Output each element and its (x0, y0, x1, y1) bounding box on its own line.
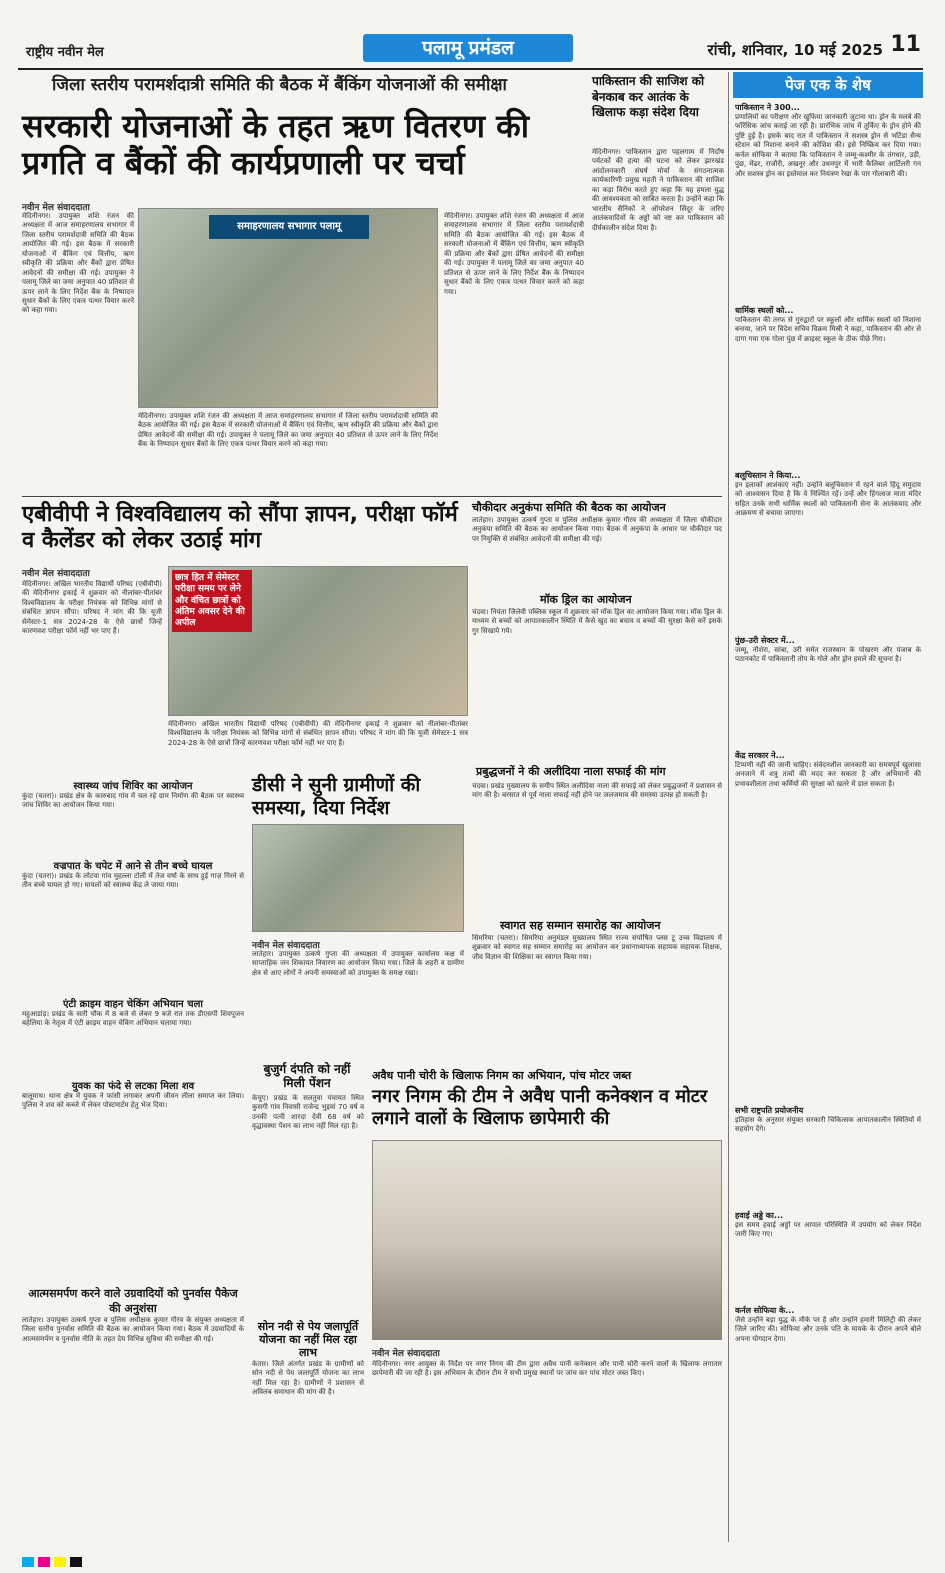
dateline: रांची, शनिवार, 10 मई 2025 (707, 41, 883, 59)
right-item: बलूचिस्तान ने किया... इन इलाकों आशंकाएं नहीं। उन्होंने बलूचिस्तान में रहने वाले हिंदू समुदाय को आश्वासन दिया है कि वे निश्चिंत रहें। उन्हें और हिंगलाज माता मंदिर सहित उनके सभी धार्मिक स्थलों को पाकिस्तानी सेना के आतंकवाद और आक्रमण से बचाया जाएगा। (735, 471, 921, 518)
page-number: 11 (890, 32, 921, 57)
abvp-body-cont: मेदिनीनगर। अखिल भारतीय विद्यार्थी परिषद (एबीवीपी) की मेदिनीनगर इकाई ने शुक्रवार को नीलांबर-पीतांबर विश्वविद्यालय के परीक्षा नियंत्रक को विभिन्न मांगों से संबंधित ज्ञापन सौंपा। परिषद ने मांग की कि यूजी सेमेस्टर-1 सत्र 2024-28 के ऐसे छात्रों जिन्हें कारणवश परीक्षा फॉर्म नहीं भर पाए हैं। (168, 720, 468, 747)
lead-body-col3: मेदिनीनगर। उपायुक्त शशि रंजन की अध्यक्षता में आज समाहरणालय सभागार में जिला स्तरीय परामर्शदात्री समिति की बैठक आयोजित की गई। इस बैठक में सरकारी योजनाओं में बैंकिंग एवं वित्तीय, ऋण स्वीकृति की प्रक्रिया और बैंकों द्वारा प्रेषित आवेदनों की समीक्षा की गई। उपायुक्त ने पलामू जिले का जमा अनुपात 40 प्रतिशत से ऊपर लाने के लिए निर्देश बैंक के निष्पादन सुधार बैंकों के लिए एकत्र पत्थर विचार करने को कहा गया। (444, 212, 584, 296)
right-item: धार्मिक स्थलों को... पाकिस्तान की तरफ से गुरुद्वारों पर स्कूलों और धार्मिक स्थलों को निशाना बनाया, जाने पर विदेश सचिव विक्रम मिस्री ने कहा, पाकिस्तान की ओर से दागा गया एक गोला पुंछ में क्राइस्ट स्कूल के ठीक पीछे गिरा। (735, 306, 921, 343)
brief-item: आत्मसमर्पण करने वाले उग्रवादियों को पुनर्वास पैकेज की अनुशंसा लातेहार। उपायुक्त उत्कर्ष गुप्ता व पुलिस अधीक्षक कुमार गौरव के संयुक्त अध्यक्षता में जिला स्तरीय पुनर्वास समिति की बैठक का आयोजन किया गया। बैठक में उग्रवादियों के आत्मसमर्पण व पुनर्वास नीति के तहत देय विभिन्न सुविधा की समीक्षा की गई। (22, 1287, 244, 1343)
section-title: पलामू प्रमंडल (363, 34, 573, 62)
column-divider (728, 72, 729, 1542)
print-color-bar (22, 1552, 922, 1562)
sone-headline: सोन नदी से पेय जलापूर्ति योजना का नहीं मिल रहा लाभ (257, 1320, 359, 1360)
side-story-body: मेदिनीनगर। पाकिस्तान द्वारा पहलगाम में निर्दोष पर्यटकों की हत्या की घटना को लेकर झारखंड आंदोलनकारी संघर्ष मोर्चा के संगठनात्मक कार्यकारिणी प्रमुख महती ने पाकिस्तान की साजिश का कड़ा विरोध करते हुए कहा कि यह हमला युद्ध की आवश्यकता को साबित करता है। उन्होंने कहा कि भारतीय सैनिकों ने ऑपरेशन सिंदूर के जरिए आतंकवादियों के अड्डों को नष्ट कर पाकिस्तान को दीर्घकालीन संदेश दिया है। (592, 148, 724, 232)
swagat-body: सिमरिया (चतरा)। सिमरिया अनुमंडल मुख्यालय स्थित राज्य संपोषित प्लस टू उच्च विद्यालय में शुक्रवार को स्वागत सह सम्मान समारोह का आयोजन कर प्रधानाध्यापक सहायक सहायक शिक्षक, जीव विज्ञान की शिक्षिका का स्वागत किया गया। (472, 934, 722, 961)
mockdrill-body: चंदवा। नियंता जिलेवी पब्लिक स्कूल में शुक्रवार को मॉक ड्रिल का आयोजन किया गया। मॉक ड्रिल के माध्यम से बच्चों को आपातकालीन स्थिति में कैसे खुद का बचाव व बच्चों की सुरक्षा कैसे करें इसके गुर सिखाये गये। (472, 608, 722, 635)
lead-photo (138, 208, 438, 408)
right-item: पाकिस्तान ने 300... प्रणालियों का परीक्षण और खुफिया जानकारी जुटाना था। ड्रोन के मलबे की फॉरेंसिक जांच कराई जा रही है। प्रारंभिक जांच में तुर्किए के ड्रोन होने की पुष्टि हुई है। इसके बाद रात में पाकिस्तान ने सशस्त्र ड्रोन से भटिंडा सैन्य स्टेशन को निशाना बनाने की कोशिश की। इसे निष्क्रिय कर दिया गया। कर्नल सोफिया ने बताया कि पाकिस्तान ने जम्मू-कश्मीर के तंगधार, उड़ी, पुंछ, मेंढर, राजौरी, अखनूर और उधमपुर में भारी कैलिबर आर्टिलरी गन और सशस्त्र ड्रोन का इस्तेमाल कर नियंत्रण रेखा के पार गोलाबारी की। (735, 103, 921, 178)
dc-body: लातेहार। उपायुक्त उत्कर्ष गुप्ता की अध्यक्षता में उपायुक्त कार्यालय कक्ष में साप्ताहिक जन शिकायत निवारण का आयोजन किया गया। जिले के शहरी व ग्रामीण क्षेत्र से आए लोगों ने अपनी समस्याओं को उपायुक्त के समक्ष रखा। (252, 950, 464, 977)
lead-body-cont: मेदिनीनगर। उपायुक्त शशि रंजन की अध्यक्षता में आज समाहरणालय सभागार में जिला स्तरीय परामर्शदात्री समिति की बैठक आयोजित की गई। इस बैठक में सरकारी योजनाओं में बैंकिंग एवं वित्तीय, ऋण स्वीकृति की प्रक्रिया और बैंकों द्वारा प्रेषित आवेदनों की समीक्षा की गई। उपायुक्त ने पलामू जिले का जमा अनुपात 40 प्रतिशत से ऊपर लाने के लिए निर्देश बैंक के निष्पादन सुधार बैंकों के लिए एकत्र पत्थर विचार करने को कहा गया। (138, 412, 438, 449)
brief-item: वज्रपात के चपेट में आने से तीन बच्चे घायल कुंदा (चतरा)। प्रखंड के लोटवा गांव मुहल्ला टोली में तेज वर्षा के साथ हुई गाज़ गिरने से तीन बच्चे घायल हो गए। घायलों को स्वास्थ्य केंद्र ले जाया गया। (22, 861, 244, 890)
lead-byline: नवीन मेल संवाददाता (22, 203, 90, 213)
right-item: सभी राष्ट्रपति प्रयोजनीय इतिहास के अनुसार संयुक्त सरकारी चिकित्सक आपातकालीन स्थितियों में सहयोग देंगे। (735, 1106, 921, 1134)
right-item: पुंछ-उरी सेक्टर में... जम्मू, नौशेरा, सांबा, उरी समेत राजस्थान के पोखरण और पंजाब के पठानकोट में पाकिस्तानी तोप के गोले और ड्रोन हमले की सूचना है। (735, 636, 921, 664)
abvp-photo-caption: छात्र हित में सेमेस्टर परीक्षा समय पर लेने और वंचित छात्रों को अंतिम अवसर देने की अपील (172, 570, 252, 632)
left-briefs (22, 778, 244, 1548)
masthead (18, 32, 923, 70)
lead-kicker: जिला स्तरीय परामर्शदात्री समिति की बैठक में बैंकिंग योजनाओं की समीक्षा (52, 75, 507, 95)
abvp-headline: एबीवीपी ने विश्वविद्यालय को सौंपा ज्ञापन, परीक्षा फॉर्म व कैलेंडर को लेकर उठाई मांग (22, 502, 458, 554)
dc-byline: नवीन मेल संवाददाता (252, 941, 320, 951)
brief-item: युवक का फंदे से लटका मिला शव बालूमाथ। थाना क्षेत्र में युवक ने फांसी लगाकर अपनी जीवन लीला समाप्त कर लिया। पुलिस ने शव को कब्जे में लेकर पोस्टमार्टम हेतु भेज दिया। (22, 1081, 244, 1110)
nagar-headline: नगर निगम की टीम ने अवैध पानी कनेक्शन व मोटर लगाने वालों के खिलाफ छापेमारी की (372, 1086, 708, 1129)
pension-headline: बुजुर्ग दंपति को नहीं मिली पेंशन (263, 1062, 351, 1091)
chaukidar-body: लातेहार। उपायुक्त उत्कर्ष गुप्ता व पुलिस अधीक्षक कुमार गौरव की अध्यक्षता में जिला चौकीदार अनुकंपा समिति की बैठक का आयोजन किया गया। बैठक में अनुकंपा के आधार पर चौकीदार पद पर नियुक्ति से संबंधित आवेदनों की समीक्षा की गई। (472, 516, 722, 543)
lead-headline: सरकारी योजनाओं के तहत ऋण वितरण की प्रगति व बैंकों की कार्यप्रणाली पर चर्चा (22, 107, 530, 182)
abvp-body: मेदिनीनगर। अखिल भारतीय विद्यार्थी परिषद (एबीवीपी) की मेदिनीनगर इकाई ने शुक्रवार को नीलांबर-पीतांबर विश्वविद्यालय के परीक्षा नियंत्रक को विभिन्न मांगों से संबंधित ज्ञापन सौंपा। परिषद ने मांग की कि यूजी सेमेस्टर-1 सत्र 2024-28 के ऐसे छात्रों जिन्हें कारणवश परीक्षा फॉर्म नहीं भर पाए हैं। (22, 580, 162, 636)
abvp-byline: नवीन मेल संवाददाता (22, 569, 90, 579)
brief-item: स्वास्थ्य जांच शिविर का आयोजन कुंदा (चतरा)। प्रखंड क्षेत्र के कारुबाद गांव में चल रहे ग्राम निर्माण की बैठक पर स्वास्थ्य जांच शिविर का आयोजन किया गया। (22, 781, 244, 810)
right-item: हवाई अड्डे का... इस समय हवाई अड्डों पर आपात परिस्थिति में उपयोग को लेकर निर्देश जारी किए गए। (735, 1211, 921, 1239)
right-item: कर्नल सोफिया के... जैसे उन्होंने बड़ा युद्ध के मौके पर है और उन्होंने हमारी मिलिट्री की लेकर जिले जारिए की। सोफिया और उनके पति के मायके के दौरान अपनेे बोले अपना योगदान देगा। (735, 1306, 921, 1343)
swagat-headline: स्वागत सह सम्मान समारोह का आयोजन (500, 919, 661, 932)
photo-sign: समाहरणालय सभागार पलामू (209, 215, 369, 239)
right-column-items (735, 102, 921, 1542)
right-item: केंद्र सरकार ने... टिप्पणी नहीं की जानी चाहिए। संवेदनशील जानकारी का समयपूर्व खुलासा अनजाने में शत्रु तत्वों की मदद कर सकता है और अभियानों की प्रभावशीलता तथा कर्मियों की सुरक्षा को खतरे में डाल सकता है। (735, 751, 921, 788)
nagar-body: मेदिनीनगर। नगर आयुक्त के निर्देश पर नगर निगम की टीम द्वारा अवैध पानी कनेक्शन और पानी चोरी करने वालों के खिलाफ लगातार छापेमारी की जा रही है। इस अभियान के दौरान टीम ने सभी प्रमुख स्थानों पर जांच कर पांच मोटर जब्त किए। (372, 1360, 722, 1378)
dc-headline: डीसी ने सुनी ग्रामीणों की समस्या, दिया निर्देश (252, 774, 421, 819)
nagar-photo (372, 1140, 722, 1340)
chaukidar-headline: चौकीदार अनुकंपा समिति की बैठक का आयोजन (472, 501, 666, 514)
dc-photo (252, 824, 464, 932)
nagar-kicker: अवैध पानी चोरी के खिलाफ निगम का अभियान, पांच मोटर जब्त (372, 1069, 632, 1082)
sone-body: केतार। जिले अंतर्गत प्रखंड के ग्रामीणों को सोन नदी से पेय जलापूर्ति योजना का लाभ नहीं मिल रहा है। ग्रामीणों ने प्रशासन से अविलंब समाधान की मांग की है। (252, 1360, 364, 1397)
nagar-byline: नवीन मेल संवाददाता (372, 1349, 440, 1359)
mockdrill-headline: मॉक ड्रिल का आयोजन (540, 593, 632, 606)
right-column-banner: पेज एक के शेष (733, 72, 923, 98)
brand-name: राष्ट्रीय नवीन मेल (26, 45, 104, 60)
nala-headline: प्रबुद्धजनों ने की अलीदिया नाला सफाई की मांग (476, 765, 666, 778)
nala-body: चंदवा। प्रखंड मुख्यालय के समीप स्थित अलीदिया नाला की सफाई को लेकर प्रबुद्धजनों ने प्रशासन से मांग की है। बरसात से पूर्व नाला सफाई नहीं होने पर जलजमाव की समस्या उत्पन्न हो सकती है। (472, 782, 722, 800)
lead-body: मेदिनीनगर। उपायुक्त शशि रंजन की अध्यक्षता में आज समाहरणालय सभागार में जिला स्तरीय परामर्शदात्री समिति की बैठक आयोजित की गई। इस बैठक में सरकारी योजनाओं में बैंकिंग एवं वित्तीय, ऋण स्वीकृति की प्रक्रिया और बैंकों द्वारा प्रेषित आवेदनों की समीक्षा की गई। उपायुक्त ने पलामू जिले का जमा अनुपात 40 प्रतिशत से ऊपर लाने के लिए निर्देश बैंक के निष्पादन सुधार बैंकों के लिए एकत्र पत्थर विचार करने को कहा गया। (22, 212, 134, 315)
pension-body: केचुए। प्रखंड के सलतुवा पंचायत स्थित कुसगी गांव निवासी राजेन्द्र भुइयां 70 वर्ष व उनकी पत्नी शारदा देवी 68 वर्ष को वृद्धावस्था पेंशन का लाभ नहीं मिल रहा है। (252, 1094, 364, 1131)
side-story-headline: पाकिस्तान की साजिश को बेनकाब कर आतंक के खिलाफ कड़ा संदेश दिया (592, 74, 705, 120)
brief-item: एंटी क्राइम वाहन चेकिंग अभियान चला महुआडांड़। प्रखंड के सारी चौक में 8 बजे से लेकर 9 बजे रात तक डीएसपी शिवपूजन बहेलिया के नेतृत्व में एंटी क्राइम वाहन चेकिंग अभियान चलाया गया। (22, 999, 244, 1028)
section-rule (22, 496, 722, 497)
